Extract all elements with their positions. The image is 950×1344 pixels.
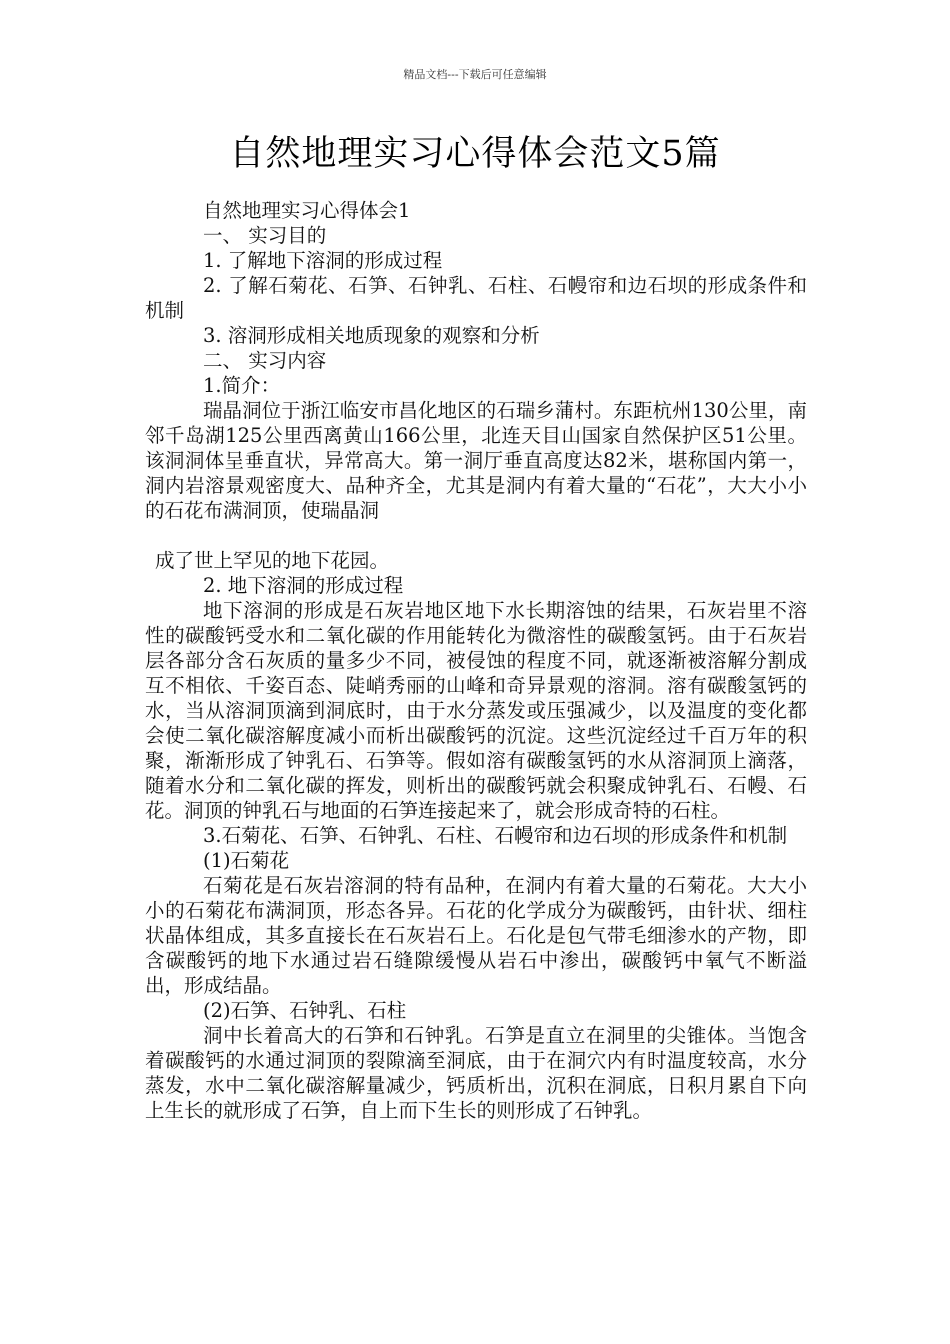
subheading-conditions: 3.石菊花、石笋、石钟乳、石柱、石幔帘和边石坝的形成条件和机制 <box>203 824 788 847</box>
body-paragraph: 瑞晶洞位于浙江临安市昌化地区的石瑞乡蒲村。东距杭州130公里，南邻千岛湖125公里西离黄山166公里，北连天目山国家自然保护区51公里。该洞洞体呈垂直状，异常高大。第一洞厅垂直高度达82米，堪称国内第一，洞内岩溶景观密度大、品种齐全，尤其是洞内有着大量的“石花”，大大小小的石花布满洞顶，使瑞晶洞 <box>145 399 807 522</box>
section-heading: 自然地理实习心得体会1 <box>203 199 411 222</box>
body-paragraph: 石菊花是石灰岩溶洞的特有品种，在洞内有着大量的石菊花。大大小小的石菊花布满洞顶，形态各异。石花的化学成分为碳酸钙，由针状、细柱状晶体组成，其多直接长在石灰岩石上。石化是包气带毛细渗水的产物，即含碳酸钙的地下水通过岩石缝隙缓慢从岩石中渗出，碳酸钙中氧气不断溢出，形成结晶。 <box>145 874 807 997</box>
list-item: 2. 了解石菊花、石笋、石钟乳、石柱、石幔帘和边石坝的形成条件和机制 <box>145 274 807 322</box>
subheading-formation: 2. 地下溶洞的形成过程 <box>203 574 404 597</box>
header-watermark: 精品文档---下载后可任意编辑 <box>403 68 547 81</box>
document-title: 自然地理实习心得体会范文5篇 <box>229 134 721 174</box>
paragraph-gap <box>145 523 807 548</box>
subheading-purpose: 一、 实习目的 <box>203 224 327 247</box>
body-paragraph: 地下溶洞的形成是石灰岩地区地下水长期溶蚀的结果，石灰岩里不溶性的碳酸钙受水和二氧化碳的作用能转化为微溶性的碳酸氢钙。由于石灰岩层各部分含石灰质的量多少不同，被侵蚀的程度不同，就逐渐被溶解分割成互不相依、千姿百态、陡峭秀丽的山峰和奇异景观的溶洞。溶有碳酸氢钙的水，当从溶洞顶滴到洞底时，由于水分蒸发或压强减少，以及温度的变化都会使二氧化碳溶解度减小而析出碳酸钙的沉淀。这些沉淀经过千百万年的积聚，渐渐形成了钟乳石、石笋等。假如溶有碳酸氢钙的水从溶洞顶上滴落，随着水分和二氧化碳的挥发，则析出的碳酸钙就会积聚成钟乳石、石幔、石花。洞顶的钟乳石与地面的石笋连接起来了，就会形成奇特的石柱。 <box>145 599 807 822</box>
body-paragraph: 洞中长着高大的石笋和石钟乳。石笋是直立在洞里的尖锥体。当饱含着碳酸钙的水通过洞顶的裂隙滴至洞底，由于在洞穴内有时温度较高，水分蒸发，水中二氧化碳溶解量减少，钙质析出，沉积在洞底，日积月累自下向上生长的就形成了石笋，自上而下生长的则形成了石钟乳。 <box>145 1024 807 1122</box>
subheading-intro: 1.简介： <box>203 374 281 397</box>
list-item: 3. 溶洞形成相关地质现象的观察和分析 <box>203 324 540 347</box>
document-body <box>145 198 807 1123</box>
subheading-shijuhua: (1)石菊花 <box>203 849 290 872</box>
subheading-shisun: (2)石笋、石钟乳、石柱 <box>203 999 407 1022</box>
body-paragraph: 成了世上罕见的地下花园。 <box>155 549 390 572</box>
subheading-content: 二、 实习内容 <box>203 349 327 372</box>
list-item: 1. 了解地下溶洞的形成过程 <box>203 249 443 272</box>
